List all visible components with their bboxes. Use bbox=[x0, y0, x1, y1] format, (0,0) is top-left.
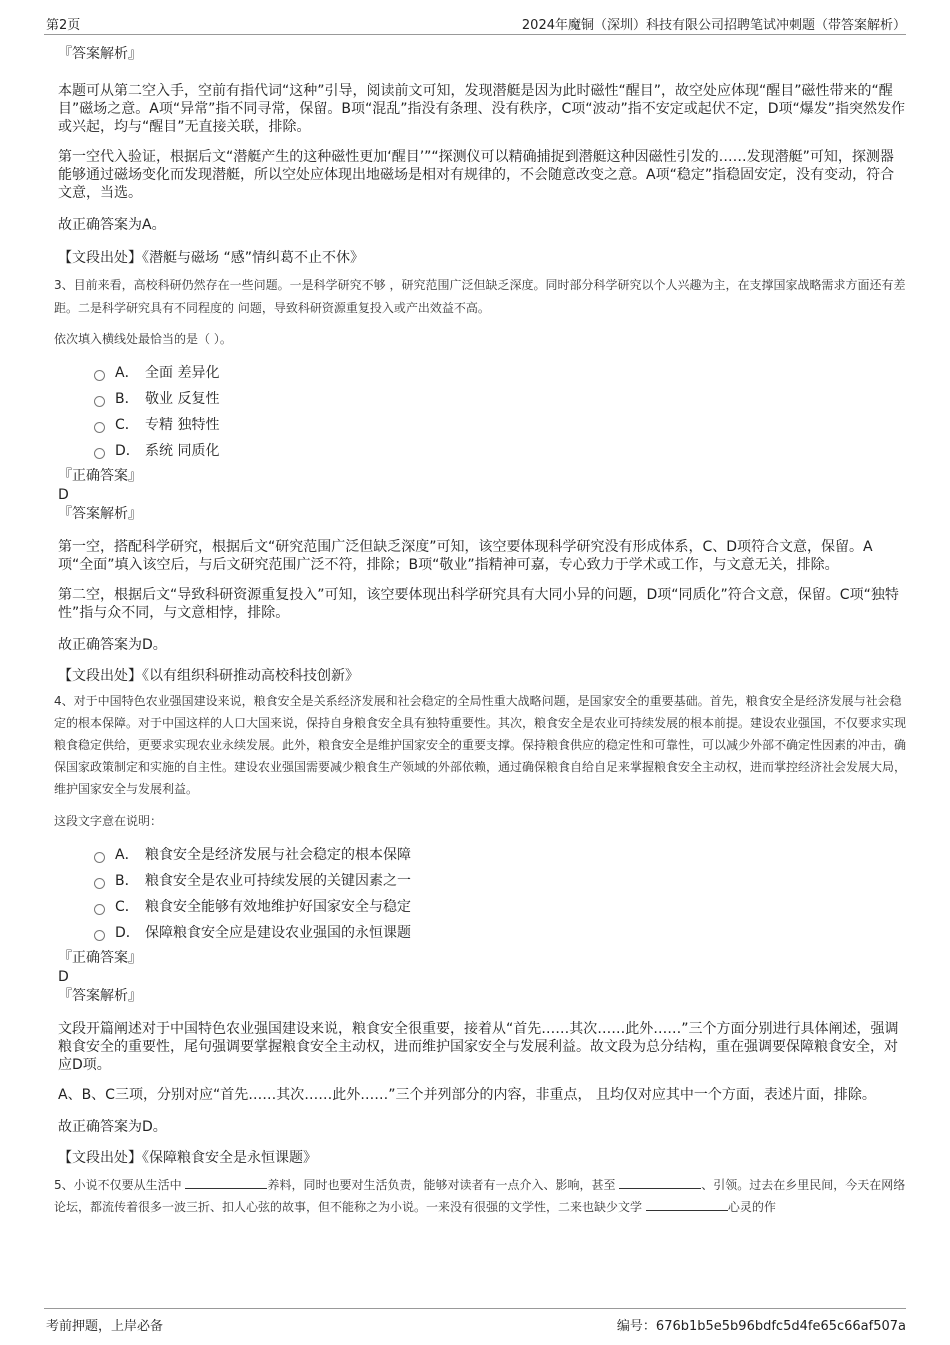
correct-answer-label: 『正确答案』 bbox=[58, 468, 142, 484]
question-prompt: 依次填入横线处最恰当的是（ ）。 bbox=[54, 332, 232, 346]
analysis-paragraph: A、B、C三项，分别对应“首先……其次……此外……”三个并列部分的内容，非重点， 且均仅对应其中一个方面，表述片面，排除。 bbox=[58, 1087, 876, 1103]
option-list bbox=[44, 842, 906, 946]
correct-answer: D bbox=[58, 969, 69, 985]
answer-conclusion: 故正确答案为D。 bbox=[58, 1119, 167, 1135]
option-d[interactable]: D． 系统 同质化 bbox=[94, 438, 906, 464]
option-list bbox=[44, 360, 906, 464]
analysis-paragraph: 第一空，搭配科学研究，根据后文“研究范围广泛但缺乏深度”可知，该空要体现科学研究没有形成体系，C、D项符合文意，保留。A项“全面”填入该空后，与后文研究范围广泛不符，排除；B项“敬业”指精神可嘉，专心致力于学术或工作，与文意无关，排除。 bbox=[58, 539, 873, 573]
page-number: 第2页 bbox=[46, 18, 81, 33]
question-text: 3、目前来看，高校科研仍然存在一些问题。一是科学研究不够 ，研究范围广泛但缺乏深度。同时部分科学研究以个人兴趣为主，在支撑国家战略需求方面还有差距。二是科学研究具有不同程度的 问题，导致科研资源重复投入或产出效益不高。 bbox=[54, 278, 906, 315]
analysis-label: 『答案解析』 bbox=[58, 988, 142, 1004]
source-citation: 【文段出处】《以有组织科研推动高校科技创新》 bbox=[58, 668, 359, 684]
correct-answer: D bbox=[58, 487, 69, 503]
radio-icon[interactable] bbox=[94, 448, 105, 459]
radio-icon[interactable] bbox=[94, 904, 105, 915]
radio-icon[interactable] bbox=[94, 878, 105, 889]
page-content bbox=[44, 44, 906, 1218]
question-text: 4、对于中国特色农业强国建设来说，粮食安全是关系经济发展和社会稳定的全局性重大战略问题，是国家安全的重要基础。首先，粮食安全是经济发展与社会稳定的根本保障。对于中国这样的人口大国来说，保持自身粮食安全具有独特重要性。其次，粮食安全是农业可持续发展的根本前提。建设农业强国，不仅要求实现粮食稳定供给，更要求实现农业永续发展。此外，粮食安全是维护国家安全的重要支撑。保持粮食供应的稳定性和可靠性，可以减少外部不确定性因素的冲击，确保国家政策制定和实施的自主性。建设农业强国需要减少粮食生产领域的外部依赖，通过确保粮食自给自足来掌握粮食安全主动权，进而掌控经济社会发展大局，维护国家安全与发展利益。 bbox=[54, 694, 907, 796]
footer-slogan: 考前押题，上岸必备 bbox=[46, 1319, 164, 1334]
option-a[interactable]: A． 全面 差异化 bbox=[94, 360, 906, 386]
document-title: 2024年魔铜（深圳）科技有限公司招聘笔试冲刺题（带答案解析） bbox=[521, 18, 906, 33]
fill-blank bbox=[185, 1176, 267, 1189]
radio-icon[interactable] bbox=[94, 370, 105, 381]
option-c[interactable]: C． 粮食安全能够有效地维护好国家安全与稳定 bbox=[94, 894, 906, 920]
fill-blank bbox=[619, 1176, 701, 1189]
radio-icon[interactable] bbox=[94, 396, 105, 407]
option-d[interactable]: D． 保障粮食安全应是建设农业强国的永恒课题 bbox=[94, 920, 906, 946]
analysis-paragraph: 第一空代入验证，根据后文“潜艇产生的这种磁性更加‘醒目’”“探测仪可以精确捕捉到潜艇这种因磁性引发的……发现潜艇”可知，探测器能够通过磁场变化而发现潜艇，所以空处应体现出地磁场是相对有规律的，不会随意改变之意。A项“稳定”指稳固安定，没有变动，符合文意，当选。 bbox=[58, 149, 895, 201]
correct-answer-label: 『正确答案』 bbox=[58, 950, 142, 966]
option-a[interactable]: A． 粮食安全是经济发展与社会稳定的根本保障 bbox=[94, 842, 906, 868]
radio-icon[interactable] bbox=[94, 852, 105, 863]
source-citation: 【文段出处】《潜艇与磁场 “感”情纠葛不止不休》 bbox=[58, 250, 364, 266]
analysis-label: 『答案解析』 bbox=[58, 506, 142, 522]
analysis-label: 『答案解析』 bbox=[58, 46, 142, 62]
option-b[interactable]: B． 粮食安全是农业可持续发展的关键因素之一 bbox=[94, 868, 906, 894]
question-prompt: 这段文字意在说明： bbox=[54, 814, 163, 828]
option-c[interactable]: C． 专精 独特性 bbox=[94, 412, 906, 438]
page-header bbox=[44, 12, 906, 35]
radio-icon[interactable] bbox=[94, 422, 105, 433]
question-text: 5、小说不仅要从生活中 养料，同时也要对生活负责，能够对读者有一点介入、影响，甚至 、引领。过去在乡里民间，今天在网络论坛，都流传着很多一波三折、扣人心弦的故事，但不能称之为小说。一来没有很强的文学性，二来也缺少文学 心灵的作 bbox=[54, 1178, 906, 1214]
option-b[interactable]: B． 敬业 反复性 bbox=[94, 386, 906, 412]
answer-conclusion: 故正确答案为A。 bbox=[58, 217, 166, 233]
radio-icon[interactable] bbox=[94, 930, 105, 941]
fill-blank bbox=[646, 1198, 728, 1211]
analysis-paragraph: 第二空，根据后文“导致科研资源重复投入”可知，该空要体现出科学研究具有大同小异的问题，D项“同质化”符合文意，保留。C项“独特性”指与众不同，与文意相悖，排除。 bbox=[58, 587, 899, 621]
document-id: 编号：676b1b5e5b96bdfc5d4fe65c66af507a bbox=[616, 1319, 906, 1334]
analysis-paragraph: 本题可从第二空入手，空前有指代词“这种”引导，阅读前文可知，发现潜艇是因为此时磁性“醒目”，故空处应体现“醒目”磁性带来的“醒目”磁场之意。A项“异常”指不同寻常，保留。B项“混乱”指没有条理、没有秩序，C项“波动”指不安定或起伏不定，D项“爆发”指突然发作或兴起，均与“醒目”无直接关联，排除。 bbox=[58, 83, 906, 135]
page-footer bbox=[44, 1308, 906, 1333]
answer-conclusion: 故正确答案为D。 bbox=[58, 637, 167, 653]
source-citation: 【文段出处】《保障粮食安全是永恒课题》 bbox=[58, 1150, 317, 1166]
analysis-paragraph: 文段开篇阐述对于中国特色农业强国建设来说，粮食安全很重要，接着从“首先……其次……此外……”三个方面分别进行具体阐述，强调粮食安全的重要性，尾句强调要掌握粮食安全主动权，进而维护国家安全与发展利益。故文段为总分结构，重在强调要保障粮食安全，对应D项。 bbox=[58, 1021, 899, 1073]
